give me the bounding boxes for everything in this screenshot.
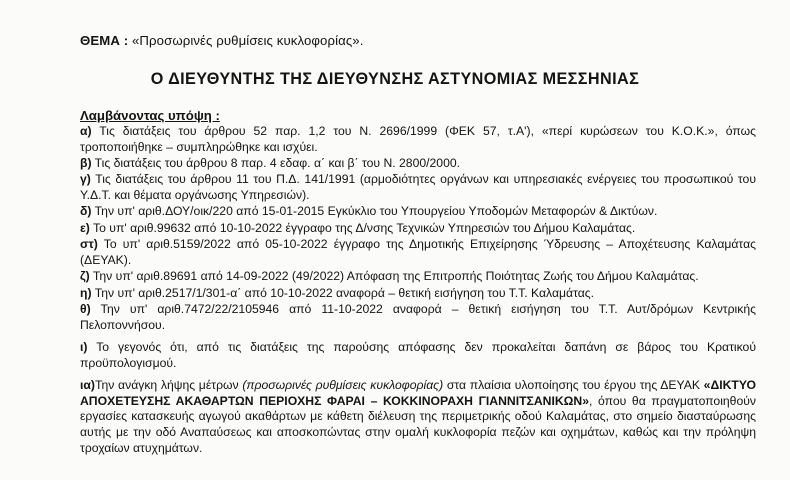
list-item — [80, 286, 756, 302]
item-text: Την υπ' αριθ.2517/1/301-α΄ από 10-10-2022 αναφορά – θετική εισήγηση του Τ.Τ. Καλαμάτας. — [94, 285, 595, 300]
item-text: Το υπ' αριθ.5159/2022 από 05-10-2022 έγγραφο της Δημοτικής Επιχείρησης Ύδρευσης – Αποχέτευσης Καλαμάτας (ΔΕΥΑΚ). — [80, 237, 756, 267]
list-item — [80, 378, 756, 456]
item-text: Την υπ' αριθ.7472/22/2105946 από 11-10-2022 αναφορά – θετική εισήγηση του Τ.Τ. Αυτ/δρόμων Κεντρικής Πελοποννήσου. — [80, 301, 756, 332]
item-letter: ε) — [80, 220, 90, 235]
item-text: Την υπ' αριθ.89691 από 14-09-2022 (49/2022) Απόφαση της Επιτροπής Ποιότητας Ζωής του Δήμου Καλαμάτας. — [92, 269, 699, 284]
item-text: Το υπ' αριθ.99632 από 10-10-2022 έγγραφο της Δ/νσης Τεχνικών Υπηρεσιών του Δήμου Καλαμάτας. — [93, 220, 636, 235]
item-letter: ια) — [80, 378, 95, 393]
list-item — [80, 204, 756, 220]
list-item — [80, 172, 756, 203]
item-text-italic: (προσωρινές ρυθμίσεις κυκλοφορίας) — [242, 378, 444, 393]
item-letter: στ) — [80, 237, 98, 252]
list-item — [80, 237, 756, 268]
subject-line — [80, 33, 364, 48]
subject-label: ΘΕΜΑ : — [80, 33, 129, 48]
item-text: , όπου θα πραγματοποιηθούν εργασίες κατασκευής αγωγού ακαθάρτων με κάθετη διέλευση της περιμετρικής οδού Καλαμάτας, στο σημείο διασταύρωσης αυτής με την οδό Αναπαύσεως και αποσκοπώντας στην ομαλή κυκλοφορία πεζών και οχημάτων, καθώς και την πρόληψη τροχαίων ατυχημάτων. — [80, 393, 756, 455]
item-letter: θ) — [80, 301, 91, 316]
item-text: Το γεγονός ότι, από τις διατάξεις της παρούσης απόφασης δεν προκαλείται δαπάνη σε βάρος του Κρατικού προϋπολογισμού. — [80, 340, 756, 370]
item-text: Την ανάγκη λήψης μέτρων — [94, 378, 243, 393]
item-text: Την υπ' αριθ.ΔΟΥ/οικ/220 από 15-01-2015 Εγκύκλιο του Υπουργείου Υποδομών Μεταφορών & Δικτύων. — [94, 204, 658, 219]
project-title: «ΔΙΚΤΥΟ ΑΠΟΧΕΤΕΥΣΗΣ ΑΚΑΘΑΡΤΩΝ ΠΕΡΙΟΧΗΣ ΦΑΡΑΙ – ΚΟΚΚΙΝΟΡΑΧΗ ΓΙΑΝΝΙΤΣΑΝΙΚΩΝ» — [80, 378, 756, 408]
subject-text: «Προσωρινές ρυθμίσεις κυκλοφορίας». — [131, 33, 364, 48]
item-letter: α) — [80, 124, 92, 138]
considering-title: Λαμβάνοντας υπόψη : — [80, 108, 220, 123]
page-title: Ο ΔΙΕΥΘΥΝΤΗΣ ΤΗΣ ΔΙΕΥΘΥΝΣΗΣ ΑΣΤΥΝΟΜΙΑΣ ΜΕΣΣΗΝΙΑΣ — [150, 70, 640, 88]
list-item — [80, 269, 756, 285]
list-item — [80, 302, 756, 333]
item-letter: δ) — [80, 204, 92, 219]
list-item — [80, 340, 756, 371]
item-letter: ι) — [80, 340, 88, 355]
list-item — [80, 221, 756, 237]
item-letter: ζ) — [80, 269, 90, 284]
list-item — [80, 124, 756, 155]
list-item — [80, 156, 756, 172]
item-letter: β) — [80, 155, 92, 170]
item-text: Τις διατάξεις του άρθρου 52 παρ. 1,2 του Ν. 2696/1999 (ΦΕΚ 57, τ.Α'), «περί κυρώσεων του Κ.Ο.Κ.», όπως τροποποιήθηκε – συμπληρώθηκε και ισχύει. — [80, 124, 756, 154]
item-text: Τις διατάξεις του άρθρου 11 του Π.Δ. 141/1991 (αρμοδιότητες οργάνων και υπηρεσιακές ενέργειες του προσωπικού του Υ.Δ.Τ. και θέματα οργάνωσης Υπηρεσιών). — [80, 172, 756, 202]
item-text: Τις διατάξεις του άρθρου 8 παρ. 4 εδαφ. α΄ και β΄ του Ν. 2800/2000. — [94, 155, 461, 170]
considerations-list — [80, 124, 756, 457]
item-letter: γ) — [80, 172, 91, 187]
item-letter: η) — [80, 285, 92, 300]
item-text: στα πλαίσια υλοποίησης του έργου της ΔΕΥΑΚ — [443, 378, 704, 393]
